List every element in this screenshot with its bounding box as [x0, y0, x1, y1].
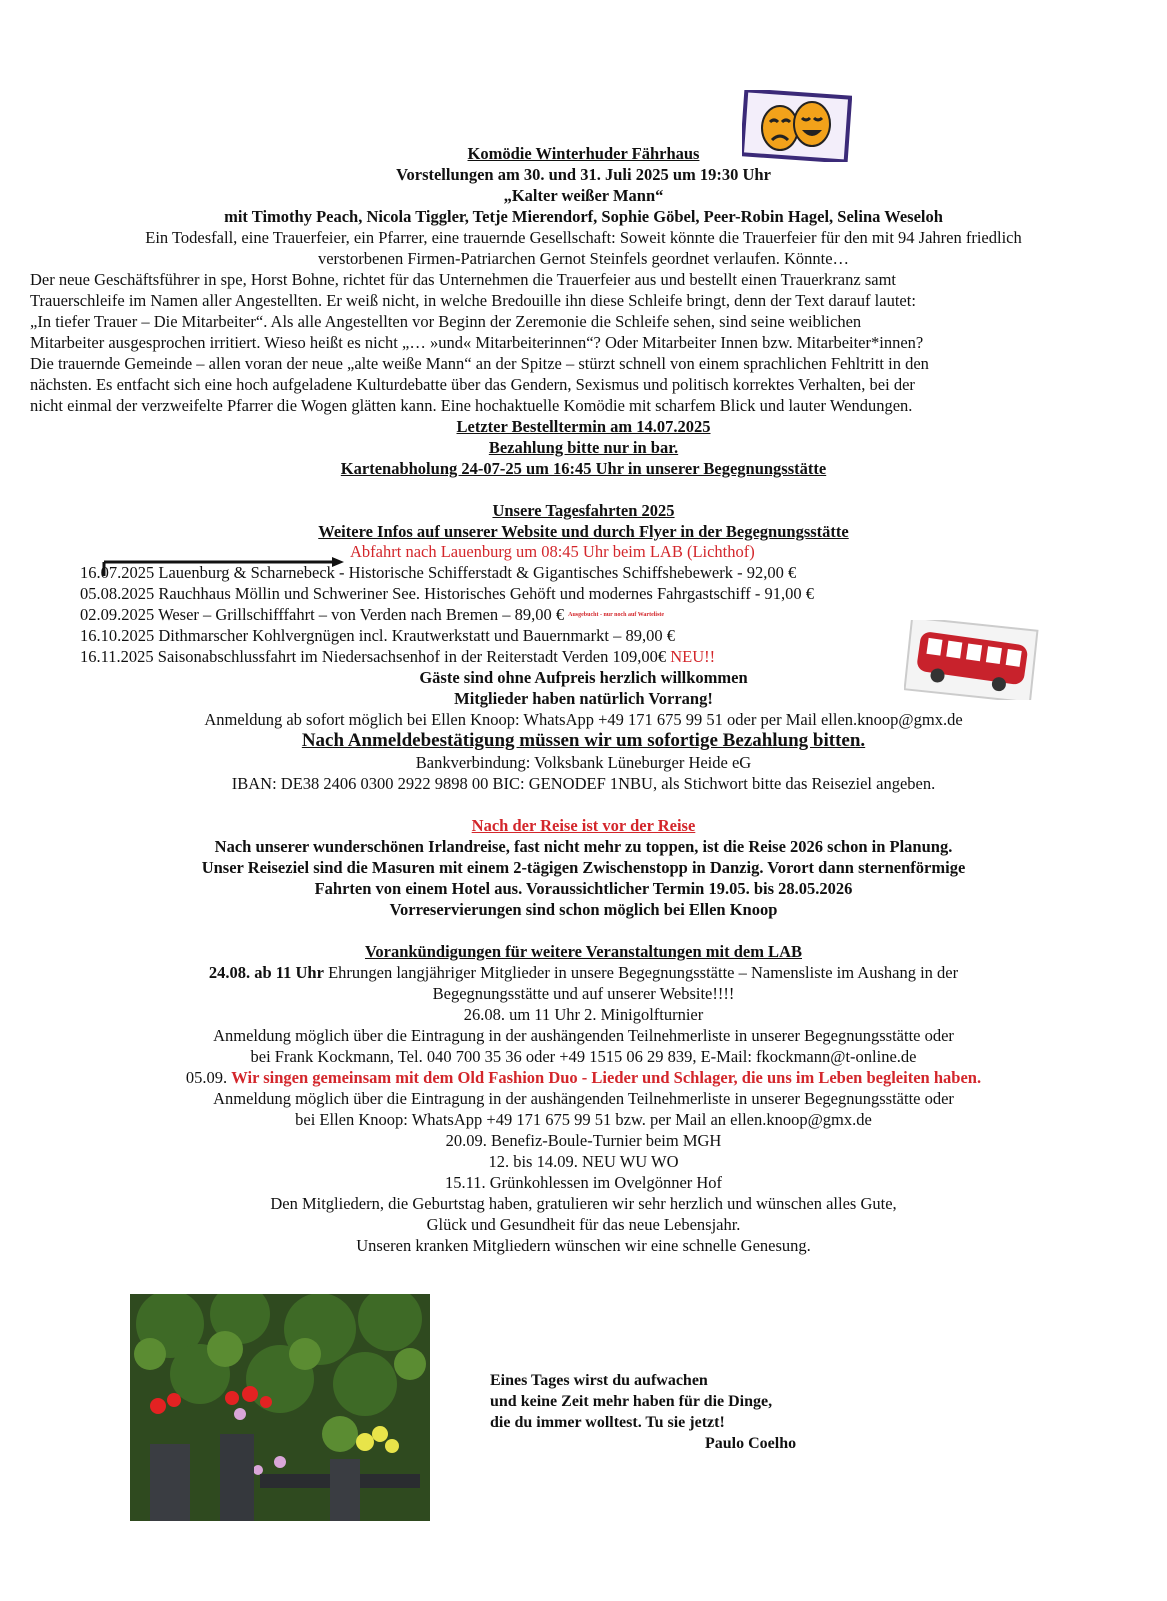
- flower-garden-photo: [130, 1294, 430, 1521]
- komoedie-text-line: Trauerschleife im Namen aller Angestellten. Er weiß nicht, in welche Bredouille ihn diese Schleife bringt, denn der Text darauf lautet:: [30, 291, 916, 310]
- trips-registration: Anmeldung ab sofort möglich bei Ellen Knoop: WhatsApp +49 171 675 99 51 oder per Mail ellen.knoop@gmx.de: [204, 710, 963, 729]
- reise-line: Fahrten von einem Hotel aus. Voraussichtlicher Termin 19.05. bis 28.05.2026: [314, 879, 853, 898]
- komoedie-text-line: verstorbenen Firmen-Patriarchen Gernot Steinfels geordnet verlaufen. Könnte…: [317, 249, 850, 268]
- komoedie-text-line: Ein Todesfall, eine Trauerfeier, ein Pfarrer, eine trauernde Gesellschaft: Soweit könnte die Trauerfeier für den mit 94 Jahren friedlich: [145, 228, 1022, 247]
- komoedie-cast: mit Timothy Peach, Nicola Tiggler, Tetje Mierendorf, Sophie Göbel, Peer-Robin Hagel, Selina Weseloh: [224, 207, 943, 226]
- new-badge: NEU!!: [670, 647, 716, 666]
- komoedie-text-line: Mitarbeiter ausgesprochen irritiert. Wieso heißt es nicht „… »und« Mitarbeiterinnen“? Oder Mitarbeiter Innen bzw. Mitarbeiter*innen?: [30, 333, 924, 352]
- reise-line: Unser Reiseziel sind die Masuren mit einem 2-tägigen Zwischenstopp in Danzig. Vorort dann sternenförmige: [201, 858, 966, 877]
- komoedie-text-line: nächsten. Es entfacht sich eine hoch aufgeladene Kulturdebatte über das Gendern, Sexismus und politisch korrektes Verhalten, bei der: [30, 375, 915, 394]
- quote-line: die du immer wolltest. Tu sie jetzt!: [490, 1414, 725, 1431]
- komoedie-deadline: Letzter Bestelltermin am 14.07.2025: [456, 417, 711, 436]
- quote-line: und keine Zeit mehr haben für die Dinge,: [490, 1393, 773, 1410]
- komoedie-text-line: nicht einmal der verzweifelte Pfarrer die Wogen glätten kann. Eine hochaktuelle Komödie mit scharfem Blick und lauter Wendungen.: [30, 396, 913, 415]
- event-item: 20.09. Benefiz-Boule-Turnier beim MGH: [445, 1131, 722, 1150]
- komoedie-text-line: Der neue Geschäftsführer in spe, Horst Bohne, richtet für das Unternehmen die Trauerfeier aus und bestellt einen Trauerkranz samt: [30, 270, 896, 289]
- event-registration: Anmeldung möglich über die Eintragung in der aushängenden Teilnehmerliste in unserer Begegnungsstätte oder: [213, 1026, 954, 1045]
- trip-item: 05.08.2025 Rauchhaus Möllin und Schweriner See. Historisches Gehöft und modernes Fahrgastschiff - 91,00 €: [80, 584, 814, 603]
- event-item: 05.09. Wir singen gemeinsam mit dem Old Fashion Duo - Lieder und Schlager, die uns im Leben begleiten haben.: [185, 1068, 982, 1087]
- trips-heading: Unsere Tagesfahrten 2025: [492, 501, 675, 520]
- trip-item: 02.09.2025 Weser – Grillschifffahrt – von Verden nach Bremen – 89,00 € $^{Ausgebucht - nur noch auf Warteliste}$: [80, 605, 665, 624]
- event-item: Begegnungsstätte und auf unserer Website!!!!: [432, 984, 735, 1003]
- event-registration: bei Ellen Knoop: WhatsApp +49 171 675 99 51 bzw. per Mail an ellen.knoop@gmx.de: [295, 1110, 872, 1129]
- trip-item: 16.11.2025 Saisonabschlussfahrt im Niedersachsenhof in der Reiterstadt Verden 109,00€ NEU!!: [80, 647, 716, 666]
- komoedie-text-line: „In tiefer Trauer – Die Mitarbeiter“. Als alle Angestellten vor Beginn der Zeremonie die Schleife sehen, sind seine weiblichen: [30, 312, 862, 331]
- event-item: 24.08. ab 11 Uhr Ehrungen langjähriger Mitglieder in unsere Begegnungsstätte – Namensliste im Aushang in der: [208, 963, 959, 982]
- birthday-line: Glück und Gesundheit für das neue Lebensjahr.: [426, 1215, 741, 1234]
- quote-author: Paulo Coelho: [705, 1435, 797, 1452]
- quote-line: Eines Tages wirst du aufwachen: [490, 1372, 708, 1389]
- event-item: 12. bis 14.09. NEU WU WO: [488, 1152, 679, 1171]
- reise-line: Nach unserer wunderschönen Irlandreise, fast nicht mehr zu toppen, ist die Reise 2026 schon in Planung.: [214, 837, 953, 856]
- trip-item: 16.07.2025 Lauenburg & Scharnebeck - Historische Schifferstadt & Gigantisches Schiffshebewerk - 92,00 €: [80, 563, 797, 582]
- trips-pay-notice: Nach Anmeldebestätigung müssen wir um sofortige Bezahlung bitten.: [301, 730, 866, 751]
- komoedie-payment: Bezahlung bitte nur in bar.: [488, 438, 679, 457]
- birthday-line: Den Mitgliedern, die Geburtstag haben, gratulieren wir sehr herzlich und wünschen alles Gute,: [270, 1194, 897, 1213]
- komoedie-title: „Kalter weißer Mann“: [503, 186, 664, 205]
- komoedie-pickup: Kartenabholung 24-07-25 um 16:45 Uhr in unserer Begegnungsstätte: [340, 459, 827, 478]
- trips-guests: Gäste sind ohne Aufpreis herzlich willkommen: [419, 668, 748, 687]
- get-well-line: Unseren kranken Mitgliedern wünschen wir eine schnelle Genesung.: [356, 1236, 811, 1255]
- waitlist-note: Ausgebucht - nur noch auf Warteliste: [568, 612, 665, 618]
- event-item: 15.11. Grünkohlessen im Ovelgönner Hof: [444, 1173, 723, 1192]
- trip-item: 16.10.2025 Dithmarscher Kohlvergnügen incl. Krautwerkstatt und Bauernmarkt – 89,00 €: [80, 626, 675, 645]
- trips-bank: Bankverbindung: Volksbank Lüneburger Heide eG: [415, 753, 752, 772]
- trips-departure-note: Abfahrt nach Lauenburg um 08:45 Uhr beim LAB (Lichthof): [350, 542, 755, 561]
- event-registration: bei Frank Kockmann, Tel. 040 700 35 36 oder +49 1515 06 29 839, E-Mail: fkockmann@t-online.de: [250, 1047, 917, 1066]
- reise-heading: Nach der Reise ist vor der Reise: [471, 816, 696, 835]
- quote-block: [490, 1370, 796, 1454]
- komoedie-text-line: Die trauernde Gemeinde – allen voran der neue „alte weiße Mann“ an der Spitze – stürzt schnell von einem sprachlichen Fehltritt in den: [30, 354, 929, 373]
- event-item: 26.08. um 11 Uhr 2. Minigolfturnier: [463, 1005, 704, 1024]
- trips-info: Weitere Infos auf unserer Website und durch Flyer in der Begegnungsstätte: [318, 522, 849, 541]
- komoedie-venue: Komödie Winterhuder Fährhaus: [467, 144, 700, 163]
- trips-members: Mitglieder haben natürlich Vorrang!: [454, 689, 713, 708]
- reise-line: Vorreservierungen sind schon möglich bei Ellen Knoop: [389, 900, 778, 919]
- events-heading: Vorankündigungen für weitere Veranstaltungen mit dem LAB: [364, 942, 802, 961]
- komoedie-dates: Vorstellungen am 30. und 31. Juli 2025 um 19:30 Uhr: [396, 165, 771, 184]
- trips-iban: IBAN: DE38 2406 0300 2922 9898 00 BIC: GENODEF 1NBU, als Stichwort bitte das Reiseziel angeben.: [231, 774, 936, 793]
- bus-icon: [904, 620, 1039, 700]
- event-registration: Anmeldung möglich über die Eintragung in der aushängenden Teilnehmerliste in unserer Begegnungsstätte oder: [213, 1089, 954, 1108]
